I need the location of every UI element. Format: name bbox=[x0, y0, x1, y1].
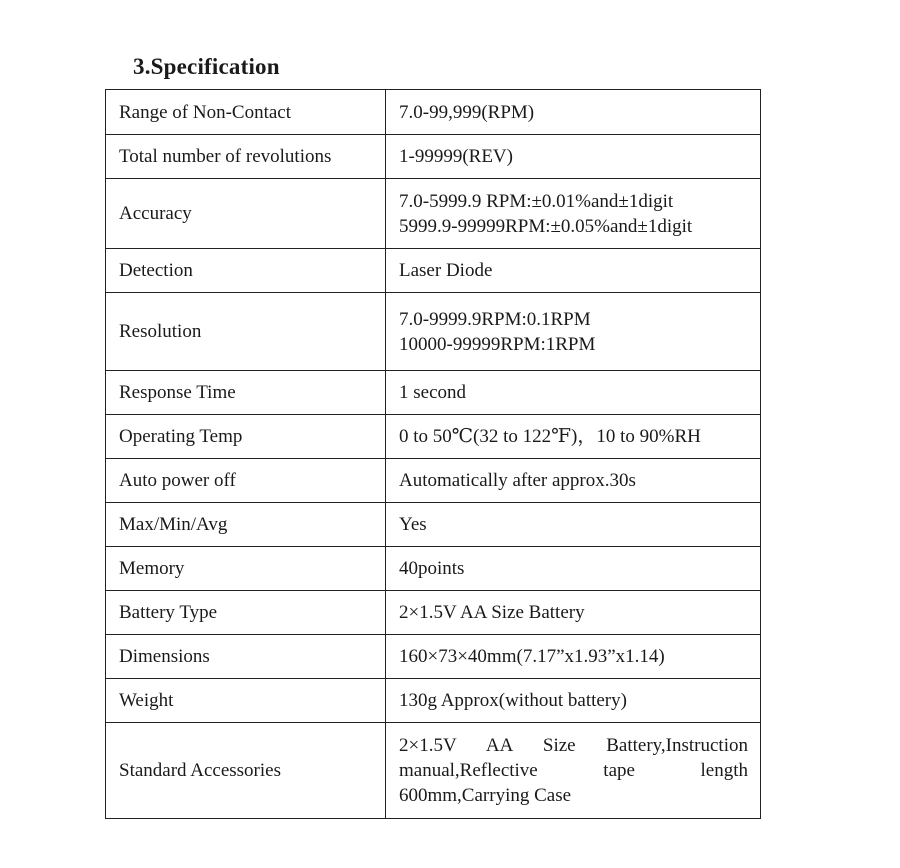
value-line: 130g Approx(without battery) bbox=[399, 690, 627, 711]
table-row bbox=[106, 547, 761, 591]
row-value bbox=[386, 547, 761, 591]
row-value bbox=[386, 459, 761, 503]
row-label: Standard Accessories bbox=[106, 723, 386, 819]
row-value bbox=[386, 591, 761, 635]
row-value bbox=[386, 415, 761, 459]
row-value bbox=[386, 293, 761, 371]
value-line: 7.0-99,999(RPM) bbox=[399, 101, 535, 123]
value-line: 40points bbox=[399, 558, 465, 579]
value-line: 1 second bbox=[399, 382, 467, 403]
row-label: Battery Type bbox=[106, 591, 386, 635]
table-row bbox=[106, 90, 761, 135]
table-row bbox=[106, 723, 761, 819]
value-line: 0 to 50℃(32 to 122℉)，10 to 90%RH bbox=[399, 426, 701, 447]
row-value bbox=[386, 635, 761, 679]
row-label: Resolution bbox=[106, 293, 386, 371]
row-label: Range of Non-Contact bbox=[106, 90, 386, 135]
row-label: Operating Temp bbox=[106, 415, 386, 459]
row-label: Dimensions bbox=[106, 635, 386, 679]
row-value bbox=[386, 679, 761, 723]
row-label: Auto power off bbox=[106, 459, 386, 503]
table-row bbox=[106, 415, 761, 459]
row-label: Response Time bbox=[106, 371, 386, 415]
row-value bbox=[386, 371, 761, 415]
row-label: Accuracy bbox=[106, 179, 386, 249]
value-line: 7.0-5999.9 RPM:±0.01%and±1digit bbox=[399, 190, 674, 212]
table-row bbox=[106, 249, 761, 293]
row-value bbox=[386, 90, 761, 135]
row-value bbox=[386, 179, 761, 249]
value-line: 160×73×40mm(7.17”x1.93”x1.14) bbox=[399, 646, 665, 667]
value-line: 7.0-9999.9RPM:0.1RPM bbox=[399, 308, 591, 330]
value-line: Laser Diode bbox=[399, 260, 493, 281]
row-label: Memory bbox=[106, 547, 386, 591]
row-value bbox=[386, 503, 761, 547]
table-row bbox=[106, 635, 761, 679]
table-row bbox=[106, 371, 761, 415]
specification-table bbox=[105, 89, 761, 819]
value-line: 1-99999(REV) bbox=[399, 146, 513, 167]
value-line: 10000-99999RPM:1RPM bbox=[399, 333, 596, 355]
value-line: Yes bbox=[399, 514, 427, 535]
section-title: 3.Specification bbox=[133, 54, 280, 79]
row-value bbox=[386, 249, 761, 293]
row-label: Detection bbox=[106, 249, 386, 293]
value-line: 2×1.5V AA Size Battery bbox=[399, 602, 585, 623]
table-row bbox=[106, 459, 761, 503]
table-row bbox=[106, 179, 761, 249]
value-line: Automatically after approx.30s bbox=[399, 470, 636, 491]
table-row bbox=[106, 293, 761, 371]
row-label: Weight bbox=[106, 679, 386, 723]
row-label: Max/Min/Avg bbox=[106, 503, 386, 547]
table-row bbox=[106, 679, 761, 723]
table-row bbox=[106, 591, 761, 635]
row-label: Total number of revolutions bbox=[106, 135, 386, 179]
value-line: 5999.9-99999RPM:±0.05%and±1digit bbox=[399, 215, 693, 237]
row-value: 2×1.5V AA Size Battery,Instruction manual,Reflective tape length 600mm,Carrying Case bbox=[386, 723, 761, 819]
row-value bbox=[386, 135, 761, 179]
table-row bbox=[106, 503, 761, 547]
table-row bbox=[106, 135, 761, 179]
